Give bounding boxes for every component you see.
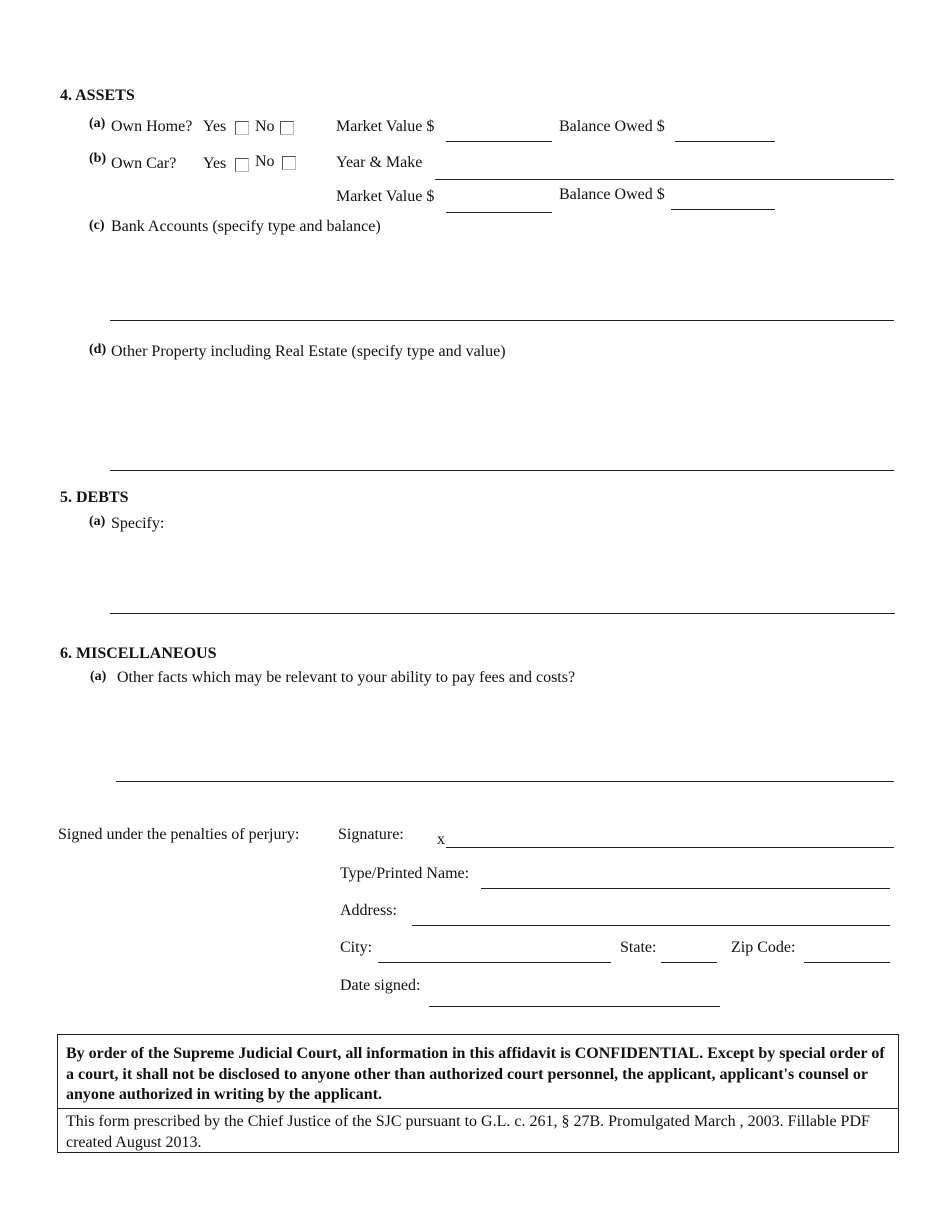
address-label: Address: <box>340 902 397 919</box>
bank-accounts-field[interactable] <box>110 320 894 321</box>
debts-heading: 5. DEBTS <box>60 489 129 506</box>
state-field[interactable] <box>661 962 717 963</box>
bank-accounts-text: Bank Accounts (specify type and balance) <box>111 218 381 235</box>
signature-field[interactable] <box>446 847 894 848</box>
own-home-question: Own Home? <box>111 118 193 135</box>
other-property-text: Other Property including Real Estate (specify type and value) <box>111 343 506 360</box>
printed-name-label: Type/Printed Name: <box>340 865 470 882</box>
misc-facts-text: Other facts which may be relevant to your ability to pay fees and costs? <box>117 669 576 686</box>
car-market-value-field[interactable] <box>446 212 552 213</box>
assets-a-label: (a) <box>89 116 106 131</box>
assets-d-label: (d) <box>89 342 107 357</box>
own-car-question: Own Car? <box>111 155 177 172</box>
debts-field[interactable] <box>110 613 895 614</box>
misc-facts-field[interactable] <box>116 781 894 782</box>
assets-heading: 4. ASSETS <box>60 87 135 104</box>
own-home-yes-label: Yes <box>203 118 227 135</box>
car-market-value-label: Market Value $ <box>336 188 435 205</box>
signature-label: Signature: <box>338 826 404 843</box>
confidentiality-notice: By order of the Supreme Judicial Court, all information in this affidavit is CONFIDENTIAL. Except by special order of a court, it shall not be disclosed to anyone other than authorized court personnel, the applicant, applicant's counsel or anyone authorized in writing by the applicant. <box>66 1045 885 1103</box>
debts-specify-text: Specify: <box>111 515 165 532</box>
own-home-yes-checkbox[interactable] <box>235 121 249 135</box>
state-label: State: <box>620 939 657 956</box>
address-field[interactable] <box>412 925 890 926</box>
other-property-field[interactable] <box>110 470 894 471</box>
own-car-no-checkbox[interactable] <box>282 156 296 170</box>
home-balance-owed-field[interactable] <box>675 141 775 142</box>
assets-b-label: (b) <box>89 151 107 166</box>
assets-c-label: (c) <box>89 218 105 233</box>
own-car-no-label: No <box>255 153 275 170</box>
city-field[interactable] <box>378 962 611 963</box>
car-balance-owed-label: Balance Owed $ <box>559 186 665 203</box>
debts-a-label: (a) <box>89 514 106 529</box>
home-market-value-label: Market Value $ <box>336 118 435 135</box>
own-car-yes-label: Yes <box>203 155 227 172</box>
perjury-statement: Signed under the penalties of perjury: <box>58 826 300 843</box>
signature-x-mark: x <box>437 831 445 848</box>
zip-field[interactable] <box>804 962 890 963</box>
own-car-yes-checkbox[interactable] <box>235 158 249 172</box>
confidentiality-notice-box <box>57 1034 899 1153</box>
own-home-no-checkbox[interactable] <box>280 121 294 135</box>
home-market-value-field[interactable] <box>446 141 552 142</box>
notice-divider <box>58 1108 898 1109</box>
printed-name-field[interactable] <box>481 888 890 889</box>
date-signed-field[interactable] <box>429 1006 720 1007</box>
form-footer: This form prescribed by the Chief Justice of the SJC pursuant to G.L. c. 261, § 27B. Promulgated March , 2003. Fillable PDF created August 2013. <box>66 1113 870 1151</box>
zip-label: Zip Code: <box>731 939 796 956</box>
car-year-make-label: Year & Make <box>336 154 423 171</box>
date-signed-label: Date signed: <box>340 977 421 994</box>
misc-a-label: (a) <box>90 669 107 684</box>
car-balance-owed-field[interactable] <box>671 209 775 210</box>
own-home-no-label: No <box>255 118 275 135</box>
home-balance-owed-label: Balance Owed $ <box>559 118 665 135</box>
misc-heading: 6. MISCELLANEOUS <box>60 645 217 662</box>
city-label: City: <box>340 939 373 956</box>
car-year-make-field[interactable] <box>435 179 894 180</box>
